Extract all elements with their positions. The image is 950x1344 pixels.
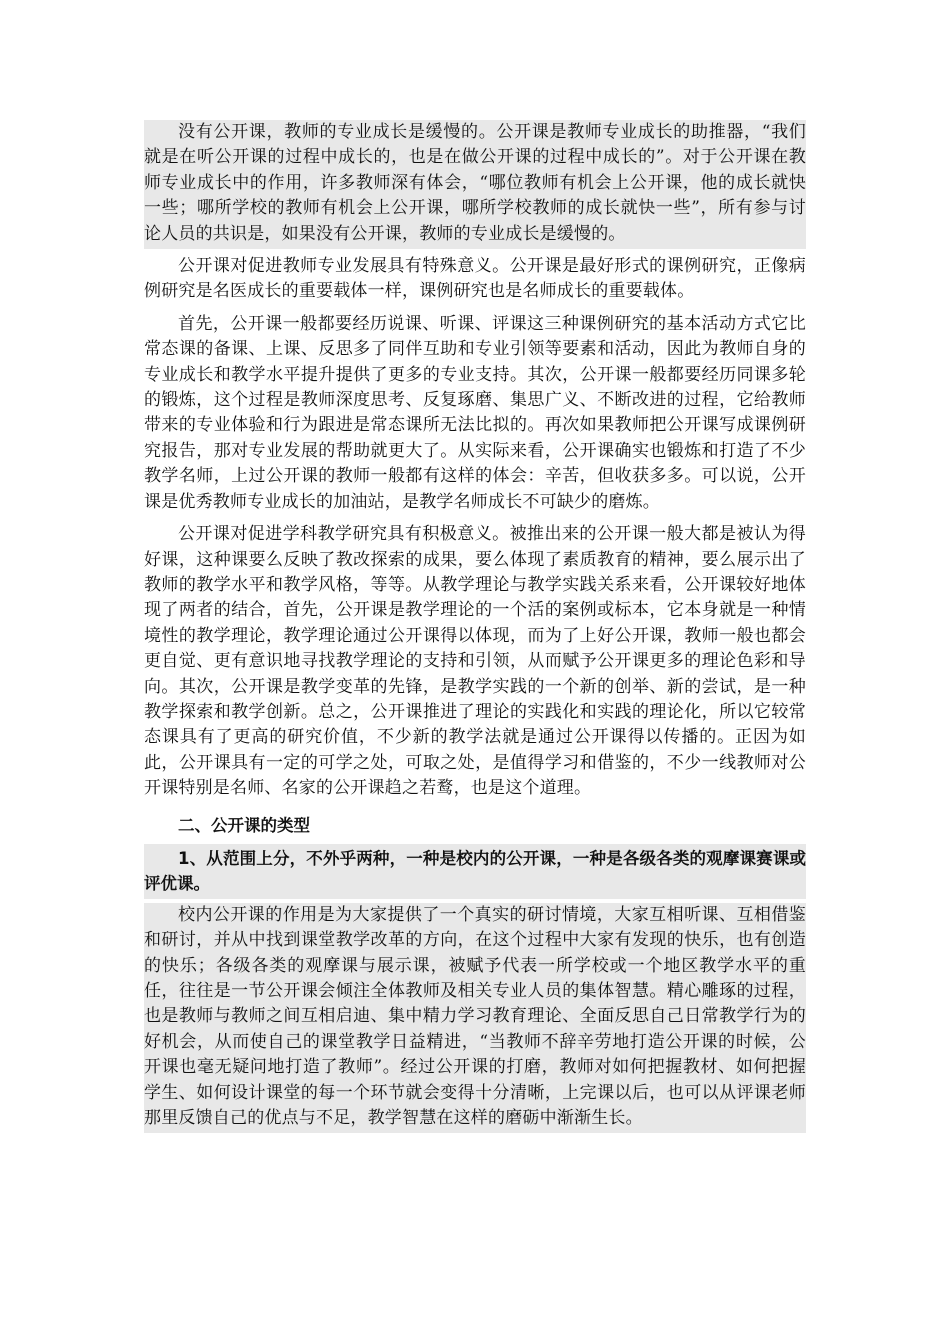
section-heading-types: 二、公开课的类型 bbox=[178, 815, 310, 835]
paragraph-teacher-development: 公开课对促进教师专业发展具有特殊意义。公开课是最好形式的课例研究，正像病例研究是名医成长的重要载体一样，课例研究也是名师成长的重要载体。 bbox=[144, 256, 806, 302]
paragraph-firstly: 首先，公开课一般都要经历说课、听课、评课这三种课例研究的基本活动方式它比常态课的备课、上课、反思多了同伴互助和专业引领等要素和活动，因此为教师自身的专业成长和教学水平提升提供了更多的专业支持。其次，公开课一般都要经历同课多轮的锻炼，这个过程是教师深度思考、反复琢磨、集思广义、不断改进的过程，它给教师带来的专业体验和行为跟进是常态课所无法比拟的。再次如果教师把公开课写成课例研究报告，那对专业发展的帮助就更大了。从实际来看，公开课确实也锻炼和打造了不少教学名师，上过公开课的教师一般都有这样的体会：辛苦，但收获多多。可以说，公开课是优秀教师专业成长的加油站，是教学名师成长不可缺少的磨炼。 bbox=[144, 313, 806, 512]
paragraph-school-open-class: 校内公开课的作用是为大家提供了一个真实的研讨情境，大家互相听课、互相借鉴和研讨，并从中找到课堂教学改革的方向，在这个过程中大家有发现的快乐，也有创造的快乐；各级各类的观摩课与展示课，被赋予代表一所学校或一个地区教学水平的重任，往往是一节公开课会倾注全体教师及相关专业人员的集体智慧。精心雕琢的过程，也是教师与教师之间互相启迪、集中精力学习教育理论、全面反思自己日常教学行为的好机会，从而使自己的课堂教学日益精进，“当教师不辞辛劳地打造公开课的时候，公开课也毫无疑问地打造了教师”。经过公开课的打磨，教师对如何把握教材、如何把握学生、如何设计课堂的每一个环节就会变得十分清晰，上完课以后，也可以从评课老师那里反馈自己的优点与不足，教学智慧在这样的磨砺中渐渐生长。 bbox=[144, 903, 806, 1134]
paragraph-no-open-class: 没有公开课，教师的专业成长是缓慢的。公开课是教师专业成长的助推器，“我们就是在听公开课的过程中成长的，也是在做公开课的过程中成长的”。对于公开课在教师专业成长中的作用，许多教师深有体会，“哪位教师有机会上公开课，他的成长就快一些；哪所学校的教师有机会上公开课，哪所学校教师的成长就快一些”，所有参与讨论人员的共识是，如果没有公开课，教师的专业成长是缓慢的。 bbox=[144, 120, 806, 249]
paragraph-subject-research: 公开课对促进学科教学研究具有积极意义。被推出来的公开课一般大都是被认为得好课，这种课要么反映了教改探索的成果，要么体现了素质教育的精神，要么展示出了教师的教学水平和教学风格，等等。从教学理论与教学实践关系来看，公开课较好地体现了两者的结合，首先，公开课是教学理论的一个活的案例或标本，它本身就是一种情境性的教学理论，教学理论通过公开课得以体现，而为了上好公开课，教师一般也都会更自觉、更有意识地寻找教学理论的支持和引领，从而赋予公开课更多的理论色彩和导向。其次，公开课是教学变革的先锋，是教学实践的一个新的创举、新的尝试，是一种教学探索和教学创新。总之，公开课推进了理论的实践化和实践的理论化，所以它较常态课具有了更高的研究价值，不少新的教学法就是通过公开课得以传播的。正因为如此，公开课具有一定的可学之处，可取之处，是值得学习和借鉴的，不少一线教师对公开课特别是名师、名家的公开课趋之若鹜，也是这个道理。 bbox=[144, 524, 806, 799]
document-page bbox=[144, 120, 806, 1138]
subheading-by-scope: 1、从范围上分，不外乎两种，一种是校内的公开课，一种是各级各类的观摩课赛课或评优课。 bbox=[144, 844, 806, 899]
